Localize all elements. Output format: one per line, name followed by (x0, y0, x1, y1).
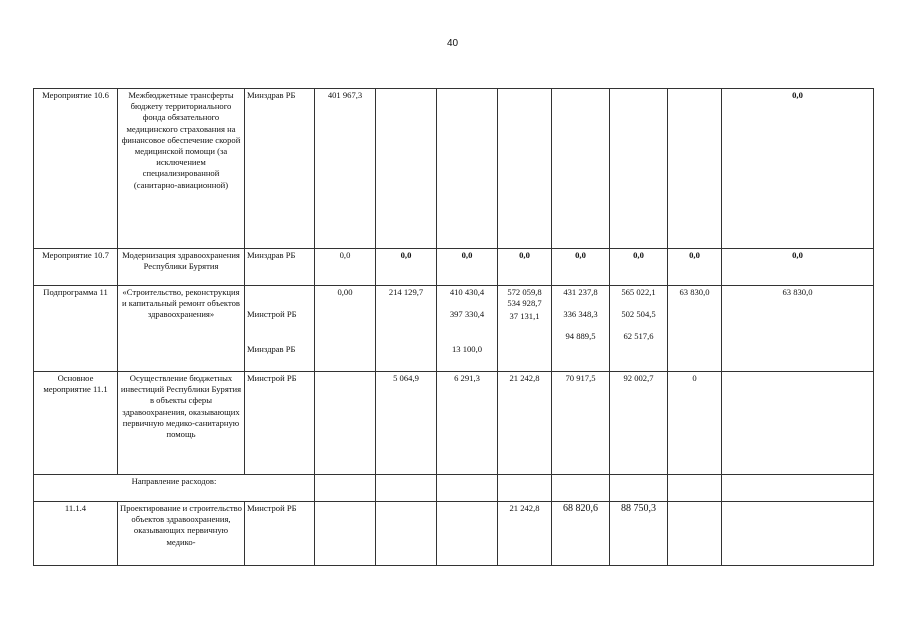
value-line: 572 059,8 (507, 287, 542, 297)
table-row (34, 249, 874, 286)
value-cell: 68 820,6 (552, 502, 610, 566)
table-row (34, 286, 874, 372)
executor: Минздрав РБ (247, 344, 296, 355)
page-number: 40 (446, 38, 459, 49)
table-row (34, 502, 874, 566)
value-cell (610, 475, 668, 502)
value-cell (552, 286, 610, 372)
executor: Минстрой РБ (247, 309, 297, 319)
executor: Минздрав РБ (245, 89, 315, 249)
row-name: Модернизация здравоохранения Республики Бурятия (118, 249, 245, 286)
value-cell (668, 502, 722, 566)
value-cell (437, 475, 498, 502)
table-row (34, 372, 874, 475)
row-id: Мероприятие 10.6 (34, 89, 118, 249)
value-line: 62 517,6 (623, 331, 654, 342)
value-cell: 70 917,5 (552, 372, 610, 475)
value-last (722, 475, 874, 502)
value-cell: 214 129,7 (376, 286, 437, 372)
value-cell (610, 286, 668, 372)
value-line: 565 022,1 (621, 287, 656, 297)
table-row (34, 89, 874, 249)
value-cell: 5 064,9 (376, 372, 437, 475)
value-cell (498, 286, 552, 372)
value-last: 0,0 (722, 89, 874, 249)
value-cell: 0 (668, 372, 722, 475)
value-cell (610, 89, 668, 249)
value-cell (668, 89, 722, 249)
value-cell: 63 830,0 (668, 286, 722, 372)
value-total: 401 967,3 (315, 89, 376, 249)
value-total (315, 372, 376, 475)
value-cell: 0,0 (437, 249, 498, 286)
value-line: 502 504,5 (621, 309, 656, 320)
value-last (722, 502, 874, 566)
value-cell (437, 502, 498, 566)
value-line: 431 237,8 (563, 287, 598, 297)
table-row (34, 475, 874, 502)
row-name: Осуществление бюджетных инвестиций Республики Бурятия в объекты сферы здравоохранения, оказывающих первичную медико-санитарную помощь (118, 372, 245, 475)
value-cell: 0,0 (498, 249, 552, 286)
value-cell: 21 242,8 (498, 502, 552, 566)
value-cell (552, 89, 610, 249)
value-cell (376, 475, 437, 502)
row-name: Проектирование и строительство объектов здравоохранения, оказывающих первичную медико- (118, 502, 245, 566)
value-cell: 0,0 (552, 249, 610, 286)
value-cell: 92 002,7 (610, 372, 668, 475)
value-cell (376, 502, 437, 566)
value-cell: 6 291,3 (437, 372, 498, 475)
value-line: 410 430,4 (449, 287, 485, 297)
value-cell (498, 475, 552, 502)
value-cell: 0,0 (610, 249, 668, 286)
value-total (315, 502, 376, 566)
value-line: 534 928,7 (507, 298, 542, 309)
value-last (722, 372, 874, 475)
value-cell: 0,0 (668, 249, 722, 286)
value-line: 336 348,3 (563, 309, 598, 320)
row-id: Подпрограмма 11 (34, 286, 118, 372)
row-name: «Строительство, реконструкция и капитальный ремонт объектов здравоохранения» (118, 286, 245, 372)
value-last: 63 830,0 (722, 286, 874, 372)
value-line: 94 889,5 (565, 331, 596, 342)
value-cell (437, 89, 498, 249)
value-cell (552, 475, 610, 502)
value-cell: 0,0 (376, 249, 437, 286)
budget-table (33, 88, 874, 566)
row-id: 11.1.4 (34, 502, 118, 566)
row-id: Мероприятие 10.7 (34, 249, 118, 286)
value-cell (437, 286, 498, 372)
value-cell (315, 475, 376, 502)
value-line: 37 131,1 (509, 311, 540, 322)
value-line: 397 330,4 (449, 309, 485, 320)
value-cell: 88 750,3 (610, 502, 668, 566)
value-total: 0,00 (315, 286, 376, 372)
value-cell (668, 475, 722, 502)
executor: Минстрой РБ (245, 502, 315, 566)
value-cell (376, 89, 437, 249)
row-id: Основное мероприятие 11.1 (34, 372, 118, 475)
value-line: 13 100,0 (451, 344, 483, 355)
value-cell (498, 89, 552, 249)
executor-cell (245, 286, 315, 372)
executor: Минстрой РБ (245, 372, 315, 475)
direction-label: Направление расходов: (34, 475, 315, 502)
executor: Минздрав РБ (245, 249, 315, 286)
value-last: 0,0 (722, 249, 874, 286)
row-name: Межбюджетные трансферты бюджету территориального фонда обязательного медицинского страхования на финансовое обеспечение скорой медицинской помощи (за исключением специализированной (санитарно-авиационной) (118, 89, 245, 249)
value-total: 0,0 (315, 249, 376, 286)
value-cell: 21 242,8 (498, 372, 552, 475)
